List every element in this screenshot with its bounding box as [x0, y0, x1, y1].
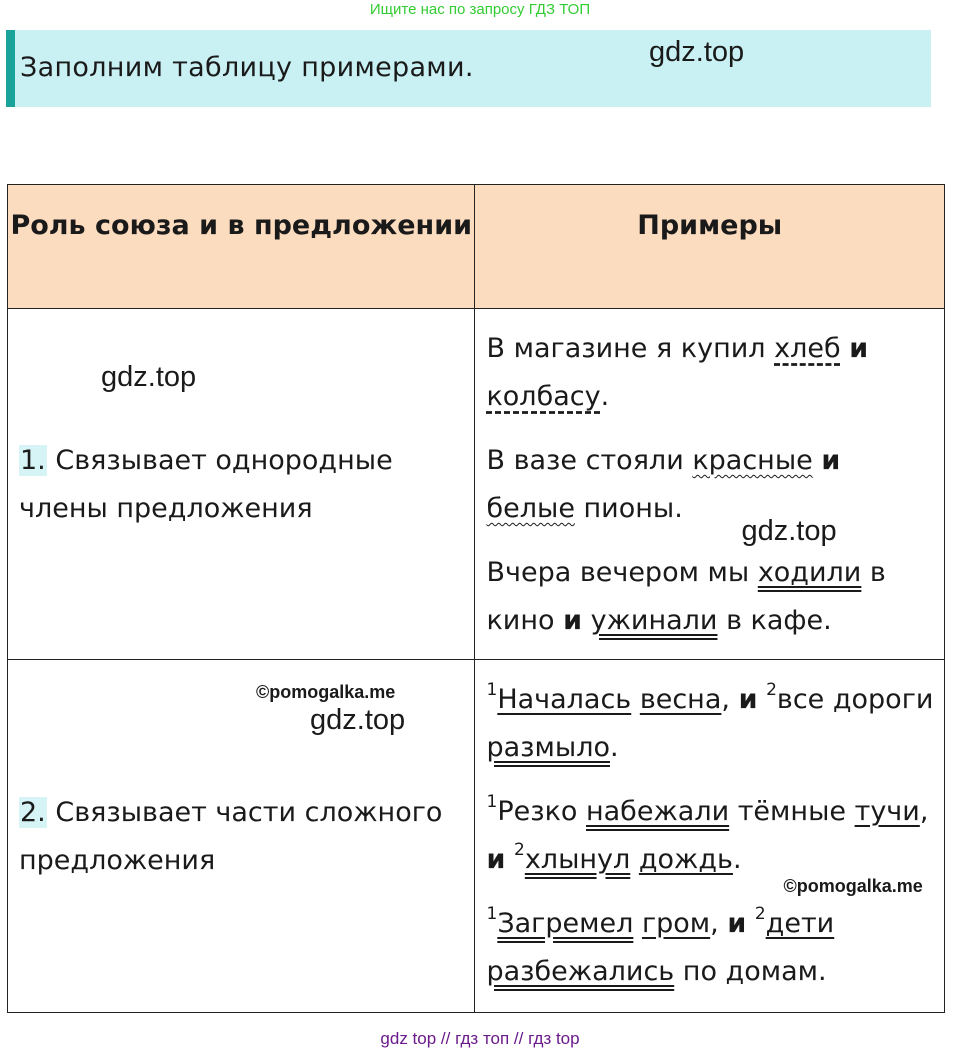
role-number: 2.: [20, 797, 46, 828]
role-number: 1.: [20, 445, 46, 476]
examples-table: [7, 184, 945, 1013]
heading-accent-bar: [6, 30, 15, 107]
footer-banner: gdz top // гдз топ // гдз top: [380, 1029, 580, 1048]
search-hint-banner: Ищите нас по запросу ГДЗ ТОП: [369, 1, 591, 18]
role-text: Связывает части сложного предложения: [19, 797, 443, 876]
watermark-pomogalka: ©pomogalka.me: [783, 876, 923, 896]
watermark-gdz: gdz.top: [649, 36, 745, 68]
role-text: Связывает однородные члены предложения: [19, 445, 393, 524]
header-examples: Примеры: [475, 185, 945, 309]
table-row: [8, 660, 945, 1013]
role-cell: [19, 789, 469, 885]
page-heading: Заполним таблицу примерами.: [20, 52, 474, 83]
table-row: [8, 309, 945, 660]
example-sentence: $^1$Началась весна, и $^2$все дороги размыло.: [486, 680, 934, 763]
example-sentence: В магазине я купил хлеб и колбасу.: [486, 333, 869, 412]
example-sentence: Вчера вечером мы ходили в кино и ужинали в кафе.: [486, 557, 886, 636]
watermark-gdz: gdz.top: [310, 704, 406, 736]
example-sentence: $^1$Резко набежали тёмные тучи, и $^2$хлынул дождь.: [486, 792, 929, 875]
example-list: [486, 676, 936, 996]
role-cell: [19, 437, 459, 533]
watermark-gdz: gdz.top: [741, 515, 837, 547]
header-role: Роль союза и в предложении: [8, 185, 475, 309]
watermark-pomogalka: ©pomogalka.me: [256, 682, 396, 702]
example-list: [486, 325, 936, 645]
example-sentence: $^1$Загремел гром, и $^2$дети разбежались по домам.: [486, 904, 835, 987]
example-sentence: В вазе стояли красные и белые пионы.: [486, 445, 841, 524]
watermark-gdz: gdz.top: [101, 361, 197, 393]
